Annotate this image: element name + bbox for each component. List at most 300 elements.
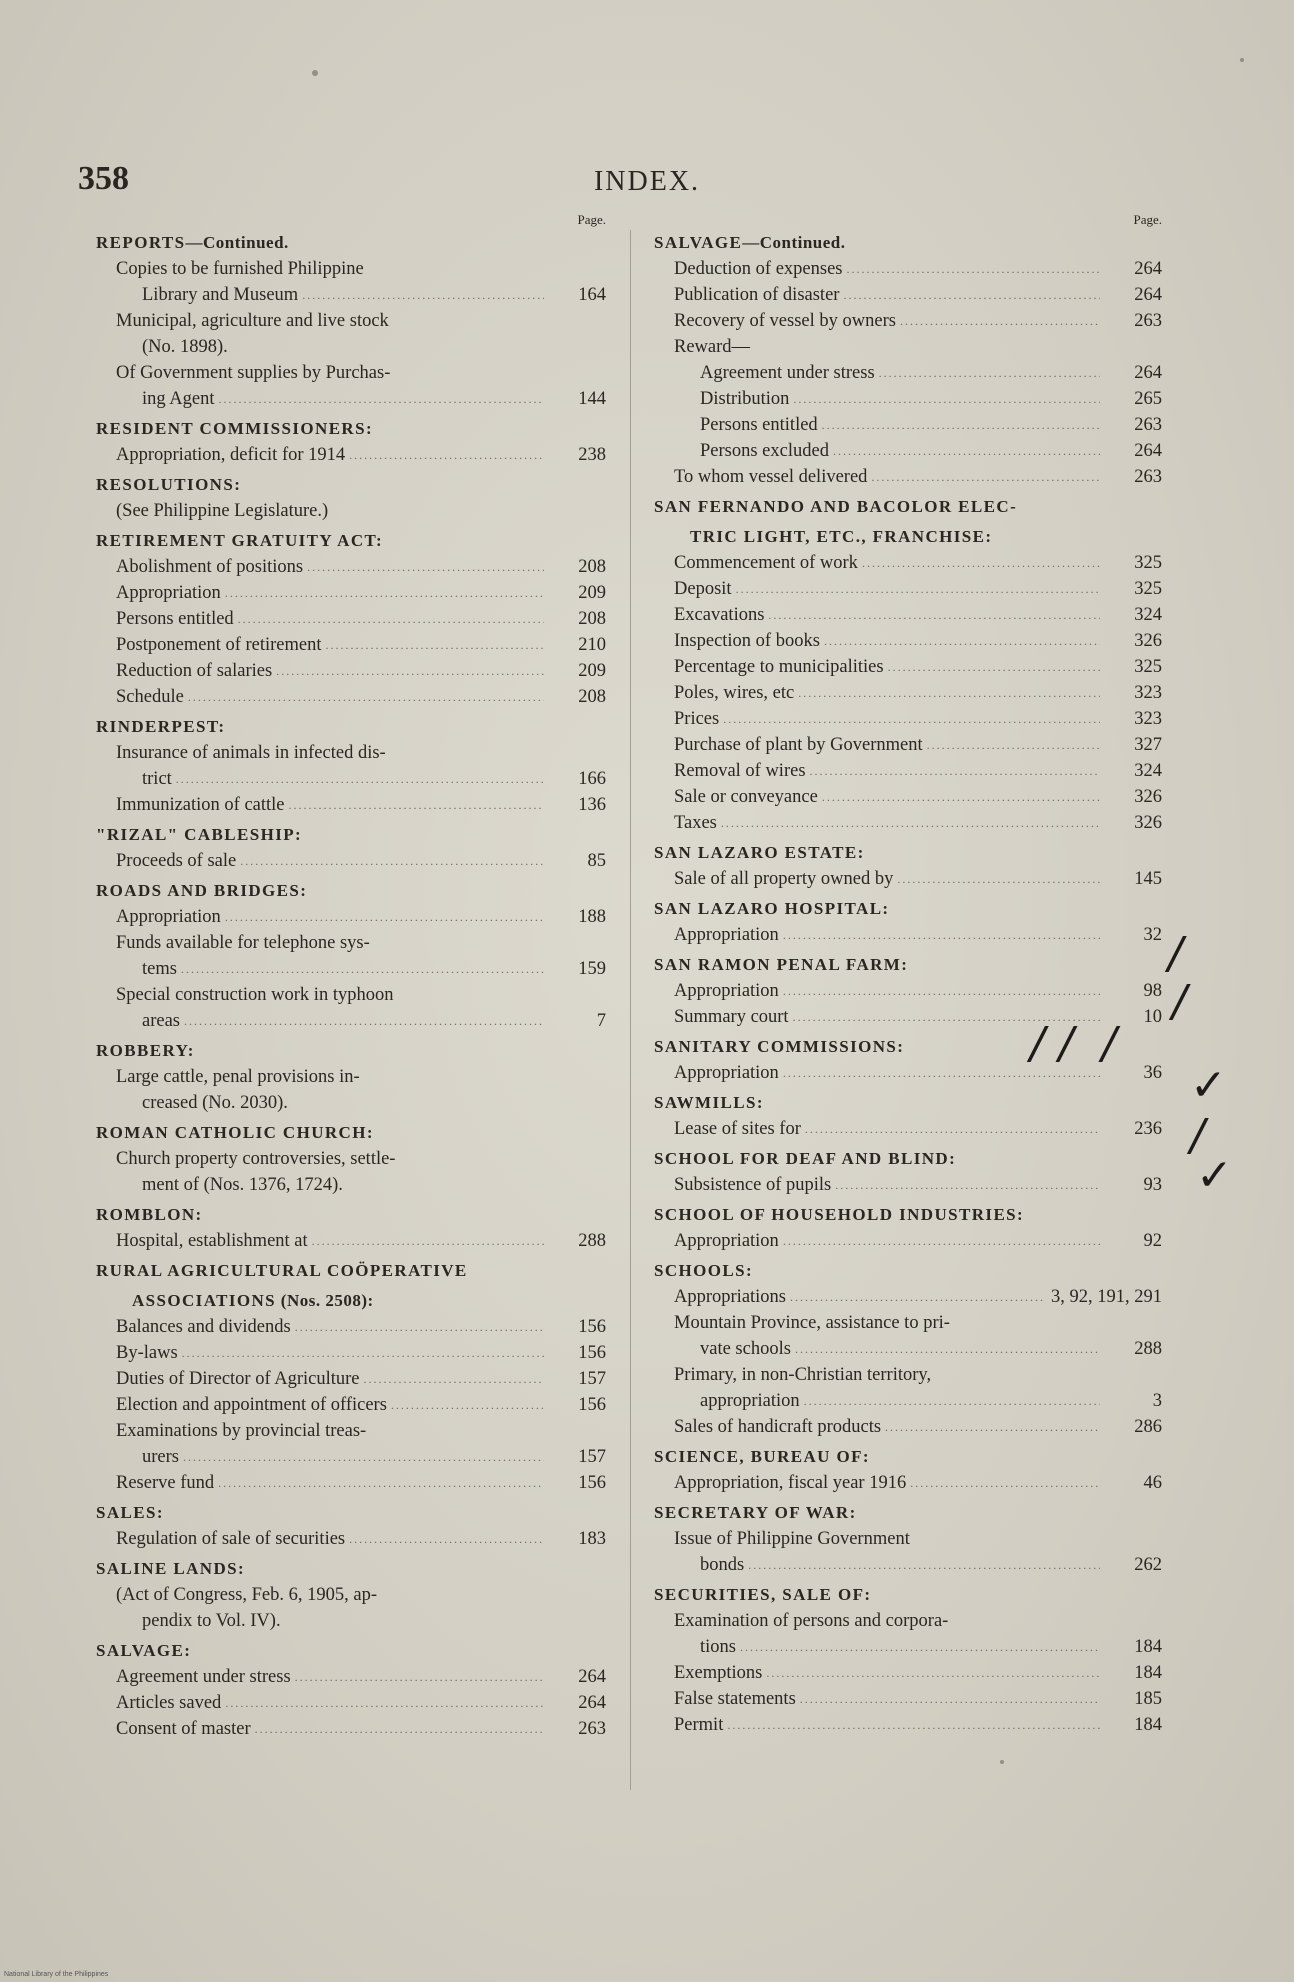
index-entry (92, 1690, 614, 1716)
index-entry (92, 1146, 614, 1172)
entry-text: Insurance of animals in infected dis- (116, 743, 386, 763)
heading-text: ROBBERY: (96, 1041, 195, 1060)
heading-text: SALINE LANDS: (96, 1559, 246, 1578)
heading-text: SANITARY COMMISSIONS: (654, 1037, 905, 1056)
entry-page-number: 210 (578, 635, 606, 655)
heading-text: SECURITIES, SALE OF: (654, 1585, 872, 1604)
index-entry (650, 1284, 1170, 1310)
entry-text: Appropriation ..... (116, 580, 544, 606)
index-entry (92, 904, 614, 930)
entry-text: Funds available for telephone sys- (116, 933, 370, 953)
index-entry (650, 1414, 1170, 1440)
entry-page-number: 324 (1134, 761, 1162, 781)
paper-speck (312, 70, 318, 76)
index-entry (650, 1228, 1170, 1254)
entry-text: Schedule ..... (116, 684, 544, 710)
index-column-left (92, 212, 614, 1742)
heading-text: RINDERPEST: (96, 717, 226, 736)
index-heading (92, 1288, 614, 1314)
heading-text: SECRETARY OF WAR: (654, 1503, 857, 1522)
entry-text: Special construction work in typhoon (116, 985, 394, 1005)
index-entry (92, 930, 614, 956)
entry-page-number: 208 (578, 557, 606, 577)
index-entry (650, 1388, 1170, 1414)
entry-text: Examinations by provincial treas- (116, 1421, 367, 1441)
index-entry (92, 956, 614, 982)
entry-text: Balances and dividends ..... (116, 1314, 544, 1340)
entry-text: creased (No. 2030). (142, 1093, 288, 1113)
index-entry (650, 1336, 1170, 1362)
entry-text: Regulation of sale of securities ..... (116, 1526, 544, 1552)
index-heading (650, 1582, 1170, 1608)
index-entry (92, 1172, 614, 1198)
entry-page-number: 238 (578, 445, 606, 465)
heading-text: ROMBLON: (96, 1205, 203, 1224)
index-entry (650, 922, 1170, 948)
entry-page-number: 264 (1134, 285, 1162, 305)
index-entry (650, 1552, 1170, 1578)
entry-page-number: 263 (1134, 415, 1162, 435)
index-entry (92, 1526, 614, 1552)
entry-page-number: 184 (1134, 1715, 1162, 1735)
index-entry (92, 1444, 614, 1470)
entry-page-number: 327 (1134, 735, 1162, 755)
heading-text: SAN FERNANDO AND BACOLOR ELEC- (654, 497, 1018, 516)
heading-continuation: —Continued. (185, 233, 289, 252)
index-entry (650, 1608, 1170, 1634)
index-entry (92, 606, 614, 632)
index-heading (650, 494, 1170, 520)
index-heading (650, 1500, 1170, 1526)
page-column-label: Page. (577, 212, 606, 227)
index-entry (650, 412, 1170, 438)
entry-text: Persons excluded ..... (700, 438, 1100, 464)
entry-text: Of Government supplies by Purchas- (116, 363, 391, 383)
heading-text: TRIC LIGHT, ETC., FRANCHISE: (690, 527, 993, 546)
entry-page-number: 263 (1134, 467, 1162, 487)
entry-text: Library and Museum ..... (142, 282, 544, 308)
cross-reference: (See Philippine Legislature.) (116, 501, 329, 521)
entry-page-number: 157 (578, 1447, 606, 1467)
entry-text: Sales of handicraft products ..... (674, 1414, 1100, 1440)
index-entry (92, 334, 614, 360)
entry-text: Election and appointment of officers ..... (116, 1392, 544, 1418)
index-entry (650, 550, 1170, 576)
index-entry (650, 334, 1170, 360)
index-entry (92, 580, 614, 606)
entry-text: urers ..... (142, 1444, 544, 1470)
index-entry (650, 1526, 1170, 1552)
entry-text: Church property controversies, settle- (116, 1149, 396, 1169)
entry-text: ment of (Nos. 1376, 1724). (142, 1175, 343, 1195)
index-heading (650, 1258, 1170, 1284)
index-heading (92, 1638, 614, 1664)
index-entry (92, 1064, 614, 1090)
index-entry (92, 792, 614, 818)
entry-text: To whom vessel delivered ..... (674, 464, 1100, 490)
index-entry (92, 256, 614, 282)
entry-text: Reward— (674, 337, 751, 357)
handwritten-check-icon: ✓ (1190, 1060, 1227, 1111)
entry-page-number: 263 (1134, 311, 1162, 331)
index-entry (650, 1634, 1170, 1660)
index-entry (650, 680, 1170, 706)
index-heading (92, 878, 614, 904)
index-heading (92, 528, 614, 554)
heading-text: RURAL AGRICULTURAL COÖPERATIVE (96, 1261, 468, 1280)
entry-page-number: 145 (1134, 869, 1162, 889)
entry-text: Appropriation ..... (674, 922, 1100, 948)
index-entry (92, 1608, 614, 1634)
paper-speck (1240, 58, 1244, 62)
entry-text: appropriation ..... (700, 1388, 1100, 1414)
heading-text: SALVAGE (654, 233, 743, 252)
entry-page-number: 184 (1134, 1637, 1162, 1657)
index-entry (650, 256, 1170, 282)
heading-text: SALVAGE: (96, 1641, 192, 1660)
index-entry (650, 308, 1170, 334)
index-entry (92, 442, 614, 468)
index-entry (650, 1686, 1170, 1712)
entry-page-number: 264 (578, 1693, 606, 1713)
entry-page-number: 157 (578, 1369, 606, 1389)
handwritten-check-icon: / (1168, 928, 1183, 979)
heading-text: SAN LAZARO HOSPITAL: (654, 899, 890, 918)
index-entry (92, 1664, 614, 1690)
index-entry (92, 282, 614, 308)
index-entry (92, 632, 614, 658)
entry-page-number: 156 (578, 1343, 606, 1363)
entry-page-number: 326 (1134, 813, 1162, 833)
index-entry (92, 1582, 614, 1608)
heading-text: SAN RAMON PENAL FARM: (654, 955, 909, 974)
entry-page-number: 324 (1134, 605, 1162, 625)
entry-page-number: 184 (1134, 1663, 1162, 1683)
entry-text: Percentage to municipalities ..... (674, 654, 1100, 680)
entry-text: Sale or conveyance ..... (674, 784, 1100, 810)
heading-text: RETIREMENT GRATUITY ACT: (96, 531, 384, 550)
entry-page-number: 3, 92, 191, 291 (1051, 1287, 1162, 1307)
heading-text: SAN LAZARO ESTATE: (654, 843, 865, 862)
entry-page-number: 7 (596, 1011, 606, 1031)
running-title: INDEX. (593, 166, 701, 197)
index-heading (92, 230, 614, 256)
index-entry (650, 810, 1170, 836)
index-heading (92, 416, 614, 442)
entry-text: Inspection of books ..... (674, 628, 1100, 654)
entry-text: By-laws ..... (116, 1340, 544, 1366)
heading-text: SCHOOLS: (654, 1261, 754, 1280)
index-heading (92, 1038, 614, 1064)
index-heading (650, 952, 1170, 978)
entry-text: Poles, wires, etc ..... (674, 680, 1100, 706)
index-entry (92, 1470, 614, 1496)
index-entry (650, 732, 1170, 758)
entry-text: Removal of wires ..... (674, 758, 1100, 784)
heading-text: SAWMILLS: (654, 1093, 764, 1112)
entry-text: trict ..... (142, 766, 544, 792)
entry-text: Persons entitled ..... (116, 606, 544, 632)
entry-page-number: 164 (578, 285, 606, 305)
entry-text: Examination of persons and corpora- (674, 1611, 949, 1631)
entry-text: Appropriation ..... (674, 978, 1100, 1004)
entry-text: Hospital, establishment at ..... (116, 1228, 544, 1254)
heading-text: RESIDENT COMMISSIONERS: (96, 419, 374, 438)
entry-text: Reduction of salaries ..... (116, 658, 544, 684)
page-number: 358 (78, 160, 129, 197)
entry-text: Prices ..... (674, 706, 1100, 732)
heading-text: SCIENCE, BUREAU OF: (654, 1447, 870, 1466)
entry-text: pendix to Vol. IV). (142, 1611, 281, 1631)
index-entry (650, 464, 1170, 490)
index-entry (92, 982, 614, 1008)
index-heading (92, 714, 614, 740)
entry-text: Issue of Philippine Government (674, 1529, 910, 1549)
index-entry (650, 282, 1170, 308)
entry-page-number: 188 (578, 907, 606, 927)
entry-page-number: 156 (578, 1317, 606, 1337)
entry-text: Copies to be furnished Philippine (116, 259, 364, 279)
entry-text: Postponement of retirement ..... (116, 632, 544, 658)
entry-page-number: 98 (1143, 981, 1162, 1001)
handwritten-check-icon: ✓ (1196, 1150, 1233, 1201)
entry-text: Appropriation, fiscal year 1916 ..... (674, 1470, 1100, 1496)
entry-page-number: 325 (1134, 657, 1162, 677)
entry-page-number: 92 (1143, 1231, 1162, 1251)
index-entry (92, 766, 614, 792)
entry-text: Commencement of work ..... (674, 550, 1100, 576)
index-entry (650, 654, 1170, 680)
entry-page-number: 325 (1134, 553, 1162, 573)
entry-page-number: 166 (578, 769, 606, 789)
index-heading (650, 1146, 1170, 1172)
entry-text: Duties of Director of Agriculture ..... (116, 1366, 544, 1392)
index-entry (92, 554, 614, 580)
entry-text: ing Agent ..... (142, 386, 544, 412)
entry-text: Appropriations ..... (674, 1284, 1045, 1310)
entry-text: Purchase of plant by Government ..... (674, 732, 1100, 758)
entry-text: Lease of sites for ..... (674, 1116, 1100, 1142)
entry-text: Appropriation ..... (674, 1060, 1100, 1086)
column-divider (630, 230, 631, 1790)
entry-text: Appropriation ..... (116, 904, 544, 930)
entry-text: Summary court ..... (674, 1004, 1100, 1030)
index-entry (92, 360, 614, 386)
entry-page-number: 326 (1134, 787, 1162, 807)
entry-text: Recovery of vessel by owners ..... (674, 308, 1100, 334)
index-entry (92, 658, 614, 684)
index-entry (650, 866, 1170, 892)
entry-text: Excavations ..... (674, 602, 1100, 628)
entry-text: Articles saved ..... (116, 1690, 544, 1716)
entry-text: Subsistence of pupils ..... (674, 1172, 1100, 1198)
entry-page-number: 156 (578, 1473, 606, 1493)
heading-text: ROADS AND BRIDGES: (96, 881, 308, 900)
index-entry (92, 1392, 614, 1418)
index-entry (650, 360, 1170, 386)
index-heading (92, 472, 614, 498)
entry-text: Large cattle, penal provisions in- (116, 1067, 360, 1087)
entry-text: Proceeds of sale ..... (116, 848, 544, 874)
index-entry (650, 386, 1170, 412)
entry-text: Agreement under stress ..... (700, 360, 1100, 386)
entry-text: Distribution ..... (700, 386, 1100, 412)
entry-text: Reserve fund ..... (116, 1470, 544, 1496)
index-entry (92, 1314, 614, 1340)
index-heading (650, 1202, 1170, 1228)
entry-page-number: 156 (578, 1395, 606, 1415)
index-heading (650, 1090, 1170, 1116)
entry-text: tions ..... (700, 1634, 1100, 1660)
entry-page-number: 159 (578, 959, 606, 979)
entry-text: bonds ..... (700, 1552, 1100, 1578)
entry-text: tems ..... (142, 956, 544, 982)
entry-page-number: 185 (1134, 1689, 1162, 1709)
index-entry (92, 1340, 614, 1366)
index-entry (92, 308, 614, 334)
entry-page-number: 264 (1134, 363, 1162, 383)
entry-page-number: 3 (1152, 1391, 1162, 1411)
index-entry (650, 628, 1170, 654)
entry-text: Agreement under stress ..... (116, 1664, 544, 1690)
entry-text: Consent of master ..... (116, 1716, 544, 1742)
entry-text: False statements ..... (674, 1686, 1100, 1712)
entry-page-number: 323 (1134, 709, 1162, 729)
heading-text: SCHOOL FOR DEAF AND BLIND: (654, 1149, 957, 1168)
entry-text: Deduction of expenses ..... (674, 256, 1100, 282)
entry-page-number: 264 (578, 1667, 606, 1687)
entry-text: vate schools ..... (700, 1336, 1100, 1362)
index-heading (650, 230, 1170, 256)
entry-text: Taxes ..... (674, 810, 1100, 836)
index-entry (650, 758, 1170, 784)
index-entry (650, 978, 1170, 1004)
index-entry (650, 1712, 1170, 1738)
entry-page-number: 209 (578, 661, 606, 681)
index-entry (92, 848, 614, 874)
index-heading (92, 1258, 614, 1284)
index-heading (92, 822, 614, 848)
index-entry (92, 740, 614, 766)
entry-page-number: 262 (1134, 1555, 1162, 1575)
entry-text: Exemptions ..... (674, 1660, 1100, 1686)
entry-text: Appropriation ..... (674, 1228, 1100, 1254)
entry-page-number: 326 (1134, 631, 1162, 651)
entry-page-number: 136 (578, 795, 606, 815)
handwritten-check-icon: / / / (1030, 1018, 1117, 1069)
index-entry (92, 684, 614, 710)
entry-text: Mountain Province, assistance to pri- (674, 1313, 950, 1333)
entry-text: (No. 1898). (142, 337, 228, 357)
entry-page-number: 144 (578, 389, 606, 409)
entry-text: Persons entitled ..... (700, 412, 1100, 438)
entry-page-number: 10 (1143, 1007, 1162, 1027)
entry-page-number: 288 (578, 1231, 606, 1251)
index-entry (650, 1310, 1170, 1336)
entry-text: Municipal, agriculture and live stock (116, 311, 389, 331)
entry-page-number: 208 (578, 687, 606, 707)
index-heading (650, 524, 1170, 550)
entry-text: Sale of all property owned by ..... (674, 866, 1100, 892)
entry-page-number: 183 (578, 1529, 606, 1549)
index-entry (650, 1660, 1170, 1686)
index-heading (650, 896, 1170, 922)
entry-text: Appropriation, deficit for 1914 ..... (116, 442, 544, 468)
entry-page-number: 36 (1143, 1063, 1162, 1083)
entry-page-number: 264 (1134, 259, 1162, 279)
entry-page-number: 264 (1134, 441, 1162, 461)
index-entry (92, 1716, 614, 1742)
heading-text: RESOLUTIONS: (96, 475, 242, 494)
index-entry (650, 706, 1170, 732)
index-heading (650, 840, 1170, 866)
entry-page-number: 208 (578, 609, 606, 629)
index-heading (92, 1202, 614, 1228)
entry-text: Abolishment of positions ..... (116, 554, 544, 580)
entry-page-number: 46 (1143, 1473, 1162, 1493)
index-entry (650, 1116, 1170, 1142)
heading-text: ASSOCIATIONS (132, 1291, 277, 1310)
index-entry (650, 1172, 1170, 1198)
heading-text: REPORTS (96, 233, 186, 252)
handwritten-check-icon: / (1190, 1110, 1205, 1161)
index-entry (92, 1418, 614, 1444)
index-column-right (650, 212, 1170, 1738)
index-heading (92, 1120, 614, 1146)
heading-continuation: —Continued. (742, 233, 846, 252)
paper-speck (1000, 1760, 1004, 1764)
heading-continuation: (Nos. 2508): (276, 1291, 374, 1310)
index-heading (650, 1444, 1170, 1470)
index-entry (92, 1366, 614, 1392)
entry-page-number: 286 (1134, 1417, 1162, 1437)
entry-text: Permit ..... (674, 1712, 1100, 1738)
index-heading (92, 1556, 614, 1582)
entry-page-number: 93 (1143, 1175, 1162, 1195)
index-heading (92, 1500, 614, 1526)
page-header (78, 160, 1216, 210)
entry-text: (Act of Congress, Feb. 6, 1905, ap- (116, 1585, 378, 1605)
index-entry (92, 1008, 614, 1034)
entry-page-number: 265 (1134, 389, 1162, 409)
entry-page-number: 209 (578, 583, 606, 603)
page-column-label: Page. (1133, 212, 1162, 227)
entry-text: Immunization of cattle ..... (116, 792, 544, 818)
index-entry (92, 386, 614, 412)
index-entry (650, 576, 1170, 602)
index-entry (92, 1228, 614, 1254)
entry-page-number: 263 (578, 1719, 606, 1739)
entry-page-number: 325 (1134, 579, 1162, 599)
index-entry (92, 1090, 614, 1116)
handwritten-check-icon: / (1172, 976, 1187, 1027)
heading-text: SALES: (96, 1503, 164, 1522)
entry-text: areas ..... (142, 1008, 544, 1034)
entry-page-number: 236 (1134, 1119, 1162, 1139)
index-entry (650, 1470, 1170, 1496)
entry-page-number: 288 (1134, 1339, 1162, 1359)
index-entry (650, 438, 1170, 464)
heading-text: SCHOOL OF HOUSEHOLD INDUSTRIES: (654, 1205, 1025, 1224)
index-entry (650, 1362, 1170, 1388)
entry-page-number: 32 (1143, 925, 1162, 945)
entry-page-number: 85 (587, 851, 606, 871)
entry-text: Deposit ..... (674, 576, 1100, 602)
scan-credit: National Library of the Philippines (4, 1971, 109, 1978)
heading-text: "RIZAL" CABLESHIP: (96, 825, 303, 844)
entry-page-number: 323 (1134, 683, 1162, 703)
entry-text: Primary, in non-Christian territory, (674, 1365, 932, 1385)
